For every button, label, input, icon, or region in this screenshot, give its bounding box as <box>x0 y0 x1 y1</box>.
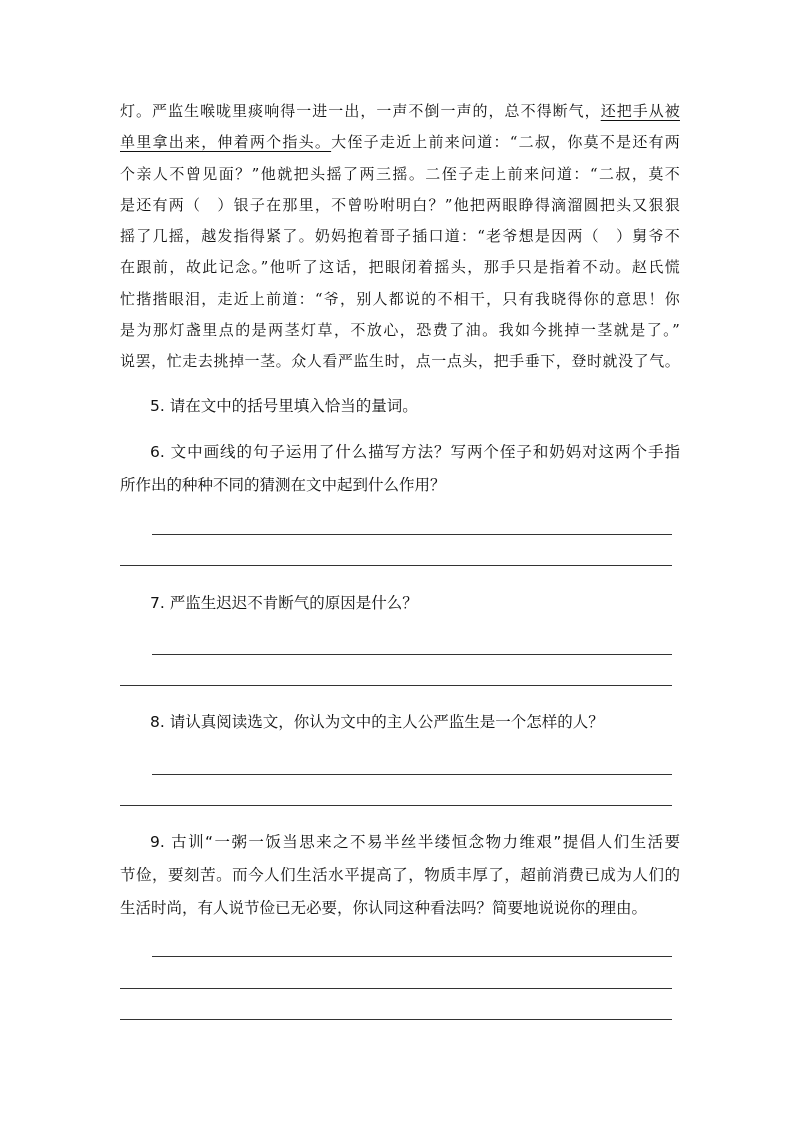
answer-line-q9-1[interactable] <box>152 956 672 957</box>
passage-line <box>120 284 680 315</box>
question-7-line: 7. 严监生迟迟不肯断气的原因是什么？ <box>150 594 418 612</box>
passage-text: 灯。严监生喉咙里痰响得一进一出，一声不倒一声的，总不得断气， <box>120 102 601 120</box>
passage-text: 在跟前，故此记念。”他听了这话，把眼闭着摇头，那手只是指着不动。赵氏慌 <box>120 258 680 277</box>
question-7 <box>120 587 680 620</box>
question-6-line: 6. 文中画线的句子运用了什么描写方法？写两个侄子和奶妈对这两个手指 <box>150 443 680 461</box>
answer-line-q9-3[interactable] <box>120 1019 672 1020</box>
question-6 <box>120 436 680 502</box>
question-9 <box>120 826 680 925</box>
answer-line-q8-2[interactable] <box>120 805 672 806</box>
question-9-line: 节俭，要刻苦。而今人们生活水平提高了，物质丰厚了，超前消费已成为人们的 <box>120 866 680 884</box>
underlined-sentence: 还把手从被 <box>600 102 680 120</box>
passage-text: 忙揩揩眼泪，走近上前道：“爷，别人都说的不相干，只有我晓得你的意思！你 <box>120 289 680 308</box>
passage-text: 摇了几摇，越发指得紧了。奶妈抱着哥子插口道：“老爷想是因两（ ）舅爷不 <box>120 227 680 246</box>
passage-line <box>120 221 680 252</box>
passage-line <box>120 346 680 377</box>
underlined-sentence: 单里拿出来，伸着两个指头。 <box>120 133 332 152</box>
answer-line-q6-1[interactable] <box>152 534 672 535</box>
answer-line-q9-2[interactable] <box>120 988 672 989</box>
question-8-line: 8. 请认真阅读选文，你认为文中的主人公严监生是一个怎样的人？ <box>150 713 604 731</box>
passage-text: 是还有两（ ）银子在那里，不曾吩咐明白？”他把两眼睁得滴溜圆把头又狠狠 <box>120 195 680 214</box>
question-5 <box>120 390 680 423</box>
question-8 <box>120 706 680 739</box>
passage-line <box>120 127 680 158</box>
question-9-line: 生活时尚，有人说节俭已无必要，你认同这种看法吗？简要地说说你的理由。 <box>120 899 648 917</box>
passage-line <box>120 96 680 127</box>
passage-text: 个亲人不曾见面？”他就把头摇了两三摇。二侄子走上前来问道：“二叔，莫不 <box>120 164 680 183</box>
passage-line <box>120 252 680 283</box>
answer-line-q6-2[interactable] <box>120 565 672 566</box>
question-5-line: 5. 请在文中的括号里填入恰当的量词。 <box>150 397 418 415</box>
passage-line <box>120 315 680 346</box>
answer-line-q7-1[interactable] <box>152 654 672 655</box>
passage-line <box>120 159 680 190</box>
passage-text: 说罢，忙走去挑掉一茎。众人看严监生时，点一点头，把手垂下，登时就没了气。 <box>120 352 680 371</box>
answer-line-q8-1[interactable] <box>152 774 672 775</box>
reading-passage <box>120 96 680 378</box>
passage-text: 大侄子走近上前来问道：“二叔，你莫不是还有两 <box>331 133 680 152</box>
question-9-line: 9. 古训“一粥一饭当思来之不易半丝半缕恒念物力维艰”提倡人们生活要 <box>150 833 680 851</box>
question-6-line: 所作出的种种不同的猜测在文中起到什么作用？ <box>120 476 446 494</box>
passage-line <box>120 190 680 221</box>
answer-line-q7-2[interactable] <box>120 685 672 686</box>
passage-text: 是为那灯盏里点的是两茎灯草，不放心，恐费了油。我如今挑掉一茎就是了。” <box>120 321 680 340</box>
